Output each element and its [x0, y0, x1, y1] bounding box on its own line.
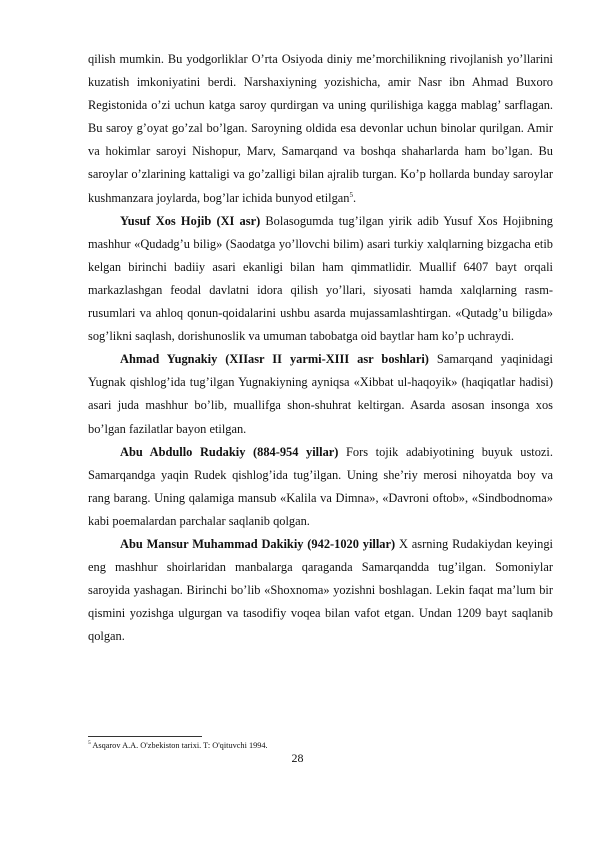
section-paragraph	[88, 441, 553, 533]
section-title: Abu Mansur Muhammad Dakikiy (942-1020 yillar)	[120, 536, 396, 551]
section-text: Samarqand yaqinidagi Yugnak qishlog’ida tug’ilgan Yugnakiyning ayniqsa «Xibbat ul-haqoyik» (haqiqatlar hadisi) asari juda mashhur bo’lib, muallifga shon-shuhrat keltirgan. Asarda asosan insonga xos bo’lgan fazilatlar bayon etilgan.	[88, 352, 553, 436]
section-text: Bolasogumda tug’ilgan yirik adib Yusuf Xos Hojibning mashhur «Qudadg’u bilig» (Saodatga yo’llovchi bilim) asari turkiy xalqlarning bizgacha etib kelgan birinchi badiiy asari ekanligi bilan ham qimmatlidir. Muallif 6407 bayt orqali markazlashgan feodal davlatni idora qilish yo’llari, siyosati hamda xalqlarning rasm-rusumlari va ahloq qonun-qoidalarini ushbu asarda mujassamlashtirgan. «Qutadg’u biligda» sog’likni saqlash, dorishunoslik va umuman tabobatga oid baytlar ham ko’p uchraydi.	[88, 213, 553, 344]
body-text	[88, 48, 553, 648]
footnote	[88, 740, 553, 751]
section-paragraph	[88, 348, 553, 440]
footnote-reference[interactable]: 5	[349, 190, 353, 199]
intro-paragraph	[88, 48, 553, 210]
section-title: Abu Abdullo Rudakiy (884-954 yillar)	[120, 444, 339, 459]
section-text: Fors tojik adabiyotining buyuk ustozi. Samarqandga yaqin Rudek qishlog’ida tug’ilgan. Uning she’riy merosi nihoyatda boy va rang barang. Uning qalamiga mansub «Kalila va Dimna», «Davroni oftob», «Sindbodnoma» kabi poemalardan parchalar saqlanib qolgan.	[88, 444, 553, 528]
section-title: Yusuf Xos Hojib (XI asr)	[120, 213, 261, 228]
section-title: Ahmad Yugnakiy (XIIasr II yarmi-XIII asr boshlari)	[120, 352, 429, 367]
footnote-number: 5	[88, 740, 91, 747]
section-paragraph	[88, 210, 553, 349]
section-text: X asrning Rudakiydan keyingi eng mashhur shoirlaridan manbalarga qaraganda Samarqandda tug’ilgan. Somoniylar saroyida yashagan. Birinchi bo’lib «Shoxnoma» yozishni boshlagan. Lekin faqat ma’lum bir qismini yozishga ulgurgan va tasodifiy voqea bilan vafot etgan. Undan 1209 bayt saqlanib qolgan.	[88, 536, 553, 644]
page-number: 28	[291, 751, 304, 765]
intro-text: qilish mumkin. Bu yodgorliklar O’rta Osiyoda diniy me’morchilikning rivojlanish yo’llarini kuzatish imkoniyatini berdi. Narshaxiyning yozishicha, amir Nasr ibn Ahmad Buxoro Registonida o’zi uchun katga saroy qurdirgan va uning qurilishiga kagga mablag’ sarflagan. Bu saroy g’oyat go’zal bo’lgan. Saroyning oldida esa devonlar uchun binolar qurilgan. Amir va hokimlar saroyi Nishopur, Marv, Samarqand va boshqa shaharlarda ham bo’lgan. Bu saroylar o’zlarining kattaligi va go’zalligi bilan ajralib turgan. Ko’p hollarda bunday saroylar kushmanzara joylarda, bog’lar ichida bunyod etilgan	[88, 52, 553, 205]
intro-end: .	[353, 190, 357, 205]
footnote-text: Asqarov A.A. O'zbekiston tarixi. T: O'qituvchi 1994.	[90, 741, 268, 750]
footnote-divider	[88, 736, 202, 737]
section-paragraph	[88, 533, 553, 648]
